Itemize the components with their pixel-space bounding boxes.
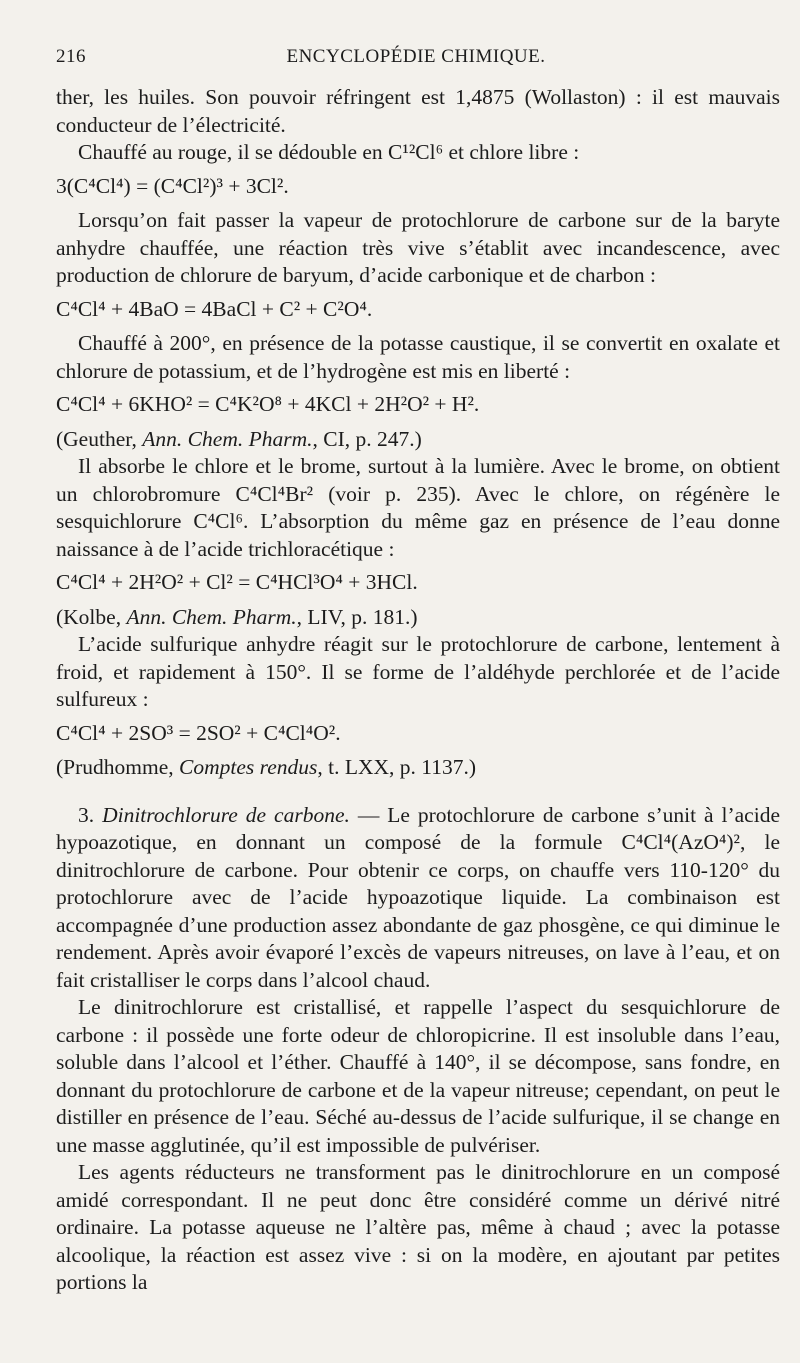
paragraph: L’acide sulfurique anhydre réagit sur le protochlorure de carbone, lentement à froid, et rapidement à 150°. Il se forme de l’aldéhyde perchlorée et de l’acide sulfureux : <box>56 632 780 711</box>
citation: (Kolbe, Ann. Chem. Pharm., LIV, p. 181.) <box>56 604 418 629</box>
page-header <box>56 46 776 82</box>
paragraph: Lorsqu’on fait passer la vapeur de protochlorure de carbone sur de la baryte anhydre chauffée, une réaction très vive s’établit avec incandescence, avec production de chlorure de baryum, d’acide carbonique et de charbon : <box>56 208 780 287</box>
section-number: 3. <box>78 802 103 827</box>
paragraph: Il absorbe le chlore et le brome, surtout à la lumière. Avec le brome, on obtient un chlorobromure C⁴Cl⁴Br² (voir p. 235). Avec le chlore, on régénère le sesquichlorure C⁴Cl⁶. L’absorption du même gaz en présence de l’eau donne naissance à de l’acide trichloracétique : <box>56 454 780 561</box>
paragraph: Les agents réducteurs ne transforment pas le dinitrochlorure en un composé amidé correspondant. Il ne peut donc être considéré comme un dérivé nitré ordinaire. La potasse aqueuse ne l’altère pas, même à chaud ; avec la potasse alcoolique, la réaction est assez vive : si on la modère, en ajoutant par petites portions la <box>56 1160 780 1294</box>
formula: C⁴Cl⁴ + 4BaO = 4BaCl + C² + C²O⁴. <box>56 296 373 321</box>
journal-title: Ann. Chem. Pharm. <box>142 426 313 451</box>
journal-title: Ann. Chem. Pharm. <box>126 604 297 629</box>
section-gap <box>56 782 780 802</box>
paragraph: Chauffé au rouge, il se dédouble en C¹²Cl⁶ et chlore libre : <box>78 140 580 164</box>
paragraph: ther, les huiles. Son pouvoir réfringent est 1,4875 (Wollaston) : il est mauvais conducteur de l’électricité. <box>56 85 780 137</box>
paragraph: Chauffé à 200°, en présence de la potasse caustique, il se convertit en oxalate et chlorure de potassium, et de l’hydrogène est mis en liberté : <box>56 331 780 383</box>
journal-title: Comptes rendus <box>179 755 318 779</box>
page-number: 216 <box>56 46 86 67</box>
paragraph: Le dinitrochlorure est cristallisé, et rappelle l’aspect du sesquichlorure de carbone : il possède une forte odeur de chloropicrine. Il est insoluble dans l’eau, soluble dans l’alcool et l’éther. Chauffé à 140°, il se décompose, sans fondre, en donnant du protochlorure de carbone et de la vapeur nitreuse; cependant, on peut le distiller en présence de l’eau. Séché au-dessus de l’acide sulfurique, il se change en une masse agglutinée, qu’il est impossible de pulvériser. <box>56 995 780 1157</box>
formula: 3(C⁴Cl⁴) = (C⁴Cl²)³ + 3Cl². <box>56 173 289 198</box>
citation: (Prudhomme, Comptes rendus, t. LXX, p. 1137.) <box>56 755 477 779</box>
formula: C⁴Cl⁴ + 2SO³ = 2SO² + C⁴Cl⁴O². <box>56 720 341 745</box>
formula: C⁴Cl⁴ + 2H²O² + Cl² = C⁴HCl³O⁴ + 3HCl. <box>56 570 418 594</box>
page-body <box>56 84 780 1297</box>
formula: C⁴Cl⁴ + 6KHO² = C⁴K²O⁸ + 4KCl + 2H²O² + H². <box>56 392 480 416</box>
section-title: Dinitrochlorure de carbone. <box>102 802 350 827</box>
citation: (Geuther, Ann. Chem. Pharm., CI, p. 247.) <box>56 426 422 451</box>
running-title: ENCYCLOPÉDIE CHIMIQUE. <box>286 46 546 67</box>
section-paragraph: 3. Dinitrochlorure de carbone. — Le protochlorure de carbone s’unit à l’acide hypoazotique, en donnant un composé de la formule C⁴Cl⁴(AzO⁴)², le dinitrochlorure de carbone. Pour obtenir ce corps, on chauffe vers 110-120° du protochlorure avec de l’acide hypoazotique liquide. La combinaison est accompagnée d’une production assez abondante de gaz phosgène, ce qui diminue le rendement. Après avoir évaporé l’excès de vapeurs nitreuses, on lave à l’eau, et on fait cristalliser le corps dans l’alcool chaud. <box>56 802 780 992</box>
